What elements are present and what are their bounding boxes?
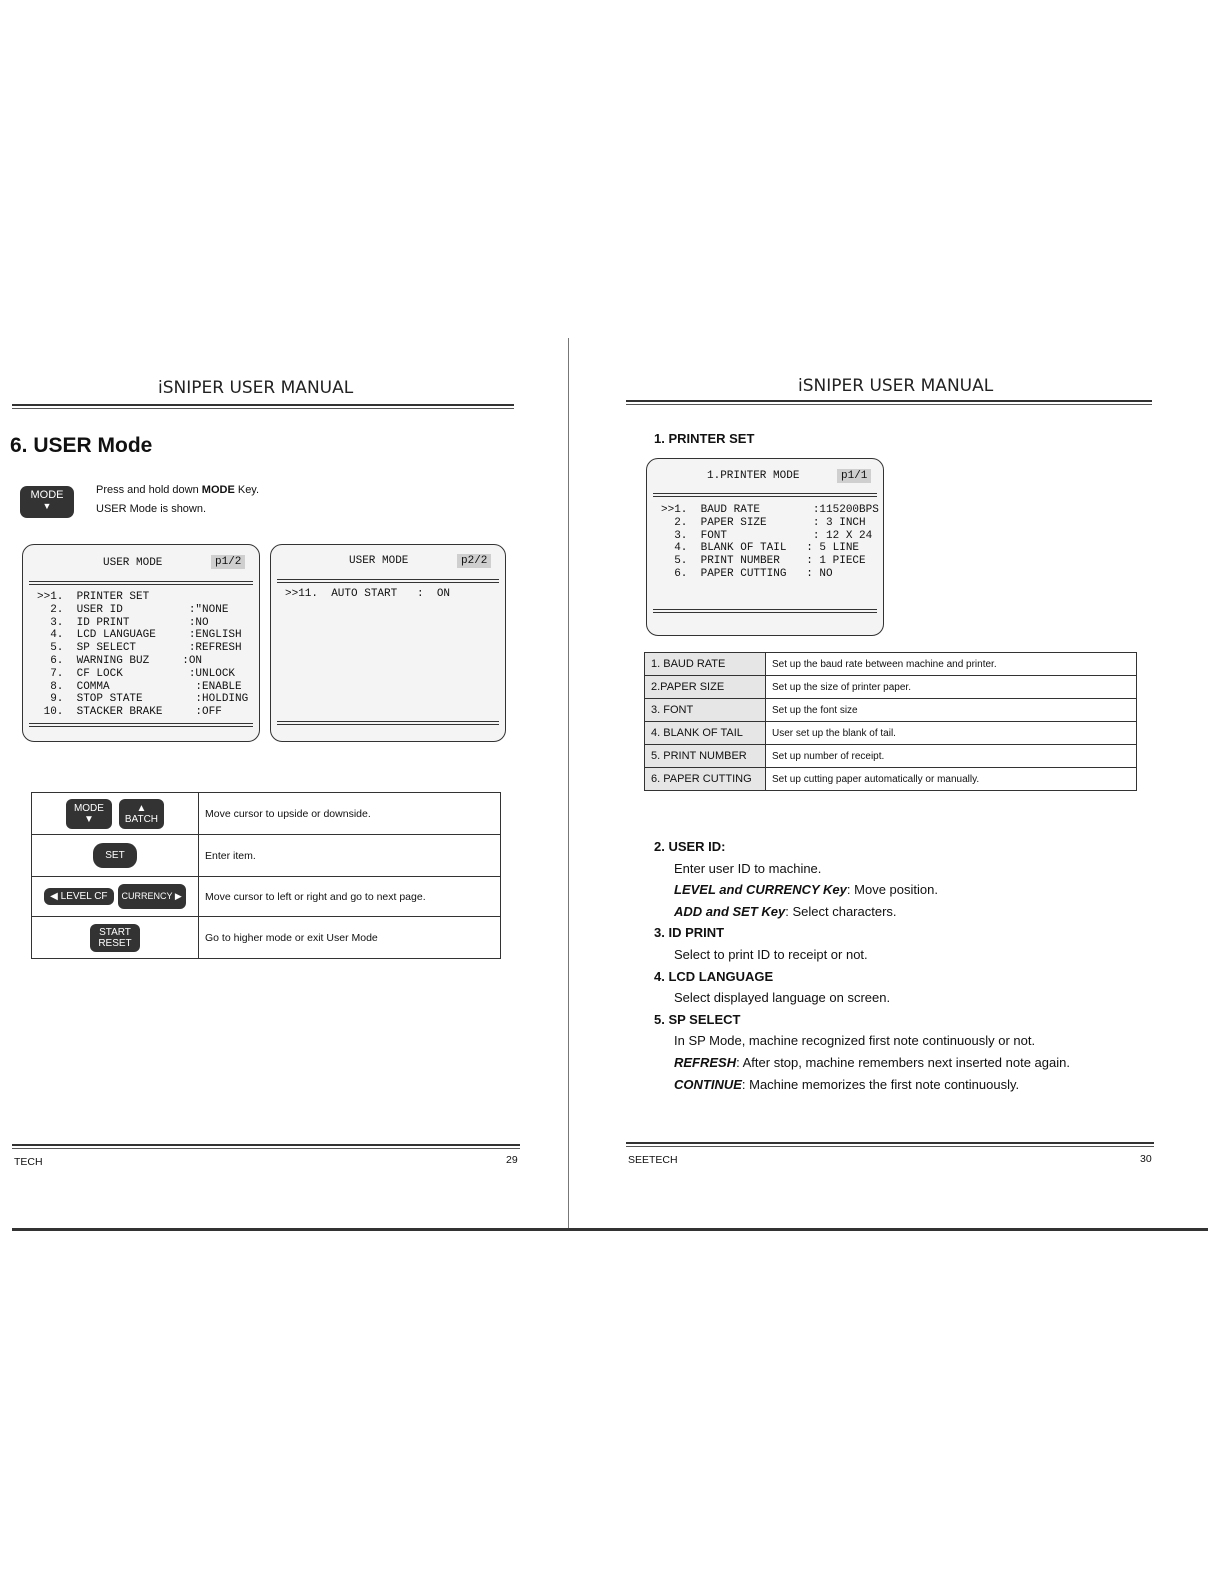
body-line-rest: : After stop, machine remembers next inserted note again.	[736, 1054, 1070, 1070]
right-header-rule	[626, 400, 1152, 402]
key-term: REFRESH	[674, 1054, 737, 1070]
body-line-rest: : Machine memorizes the first note continuously.	[741, 1076, 1020, 1092]
lcd-menu-item: 2. USER ID :"NONE	[37, 603, 229, 616]
section-heading: 3. ID PRINT	[654, 925, 725, 941]
lcd-menu-item: 10. STACKER BRAKE :OFF	[37, 706, 222, 719]
key-description: Go to higher mode or exit User Mode	[199, 917, 501, 959]
body-line: In SP Mode, machine recognized first note continuously or not.	[674, 1033, 1036, 1049]
setting-name: 6. PAPER CUTTING	[645, 768, 766, 791]
lcd-divider	[29, 726, 253, 727]
start-reset-key: START RESET	[90, 924, 140, 952]
mode-key-icon	[20, 486, 74, 518]
right-page-number: 30	[1140, 1153, 1152, 1165]
down-arrow-icon: ▼	[42, 501, 52, 511]
lcd-menu-item: 9. STOP STATE :HOLDING	[37, 693, 249, 706]
lcd-divider	[653, 609, 877, 610]
key-description: Move cursor to upside or downside.	[199, 793, 501, 835]
setting-name: 3. FONT	[645, 699, 766, 722]
lcd-screen-printer-mode	[646, 458, 884, 636]
section-heading: 4. LCD LANGUAGE	[654, 968, 774, 984]
lcd-menu-item: >>1. BAUD RATE :115200BPS	[661, 504, 879, 516]
lcd-divider	[29, 584, 253, 585]
table-row	[32, 835, 501, 877]
body-line-rest: : Move position.	[846, 882, 938, 898]
lcd-divider	[29, 723, 253, 724]
table-row	[32, 793, 501, 835]
lcd-screen-user-mode-p1	[22, 544, 260, 742]
key-term: ADD and SET Key	[674, 903, 786, 919]
mode-key-label: MODE	[73, 802, 104, 814]
table-row	[645, 745, 1137, 768]
body-line: Select displayed language on screen.	[674, 990, 891, 1006]
lcd-divider	[277, 721, 499, 722]
left-footer-rule-thin	[12, 1148, 520, 1149]
mode-key-label: MODE	[30, 489, 64, 501]
right-footer-rule	[626, 1142, 1154, 1144]
setting-description: Set up the size of printer paper.	[766, 676, 1137, 699]
setting-description: User set up the blank of tail.	[766, 722, 1137, 745]
lcd-page-indicator: p2/2	[457, 554, 491, 568]
setting-description: Set up the font size	[766, 699, 1137, 722]
currency-key-label: CURRENCY	[121, 891, 173, 901]
table-row	[645, 699, 1137, 722]
lcd-menu-item: 6. WARNING BUZ :ON	[37, 655, 203, 667]
lcd-menu-item: 2. PAPER SIZE : 3 INCH	[661, 516, 866, 529]
key-term: CONTINUE	[674, 1076, 742, 1092]
level-cf-key	[44, 888, 113, 905]
lcd-divider	[29, 581, 253, 582]
level-cf-key-label: LEVEL CF	[60, 891, 108, 902]
key-term: LEVEL and CURRENCY Key	[674, 882, 847, 898]
right-arrow-icon: ▶	[174, 891, 182, 901]
key-cell	[32, 835, 199, 877]
left-header-rule	[12, 404, 514, 406]
body-line	[654, 901, 1154, 923]
table-row	[645, 768, 1137, 791]
key-cell	[32, 877, 199, 917]
setting-description: Set up cutting paper automatically or manually.	[766, 768, 1137, 791]
table-row	[32, 917, 501, 959]
page-fold-line	[568, 338, 569, 1228]
left-footer-brand: TECH	[14, 1156, 43, 1168]
setting-description: Set up number of receipt.	[766, 745, 1137, 768]
table-row	[645, 676, 1137, 699]
intro-prefix: Press and hold down	[96, 484, 202, 496]
setting-name: 2.PAPER SIZE	[645, 676, 766, 699]
user-settings-description	[654, 836, 1154, 1095]
body-line	[654, 1074, 1154, 1096]
left-header-title: iSNIPER USER MANUAL	[158, 378, 354, 398]
lcd-menu-item: 7. CF LOCK :UNLOCK	[37, 667, 236, 680]
section-heading: 5. SP SELECT	[654, 1011, 741, 1027]
table-row	[645, 653, 1137, 676]
intro-suffix: Key.	[234, 484, 260, 496]
table-row	[645, 722, 1137, 745]
scan-bottom-edge	[12, 1228, 1208, 1231]
section-title: 6. USER Mode	[10, 434, 153, 457]
intro-line-2: USER Mode is shown.	[96, 503, 207, 515]
setting-name: 4. BLANK OF TAIL	[645, 722, 766, 745]
body-line: Enter user ID to machine.	[674, 860, 822, 876]
lcd-menu-item: 5. SP SELECT :REFRESH	[37, 642, 242, 655]
currency-key	[118, 884, 186, 909]
body-line	[654, 1052, 1154, 1074]
lcd-page-indicator: p1/1	[837, 469, 871, 483]
lcd-title: USER MODE	[103, 557, 163, 569]
down-arrow-icon: ▼	[84, 813, 94, 825]
key-description: Move cursor to left or right and go to next page.	[199, 877, 501, 917]
key-cell	[32, 793, 199, 835]
setting-description: Set up the baud rate between machine and printer.	[766, 653, 1137, 676]
lcd-divider	[653, 493, 877, 494]
left-arrow-icon: ◀	[50, 891, 58, 902]
batch-key-label: BATCH	[124, 813, 159, 825]
lcd-title: 1.PRINTER MODE	[707, 470, 800, 482]
printer-set-title: 1. PRINTER SET	[654, 431, 755, 446]
lcd-menu-item: >>11. AUTO START : ON	[285, 588, 451, 600]
right-header-title: iSNIPER USER MANUAL	[798, 376, 994, 396]
right-footer-brand: SEETECH	[628, 1154, 678, 1166]
lcd-divider	[277, 579, 499, 580]
intro-line-1	[96, 484, 259, 496]
lcd-divider	[277, 582, 499, 583]
lcd-menu-item: 5. PRINT NUMBER : 1 PIECE	[661, 555, 866, 568]
mode-key	[66, 799, 112, 829]
body-line-rest: : Select characters.	[785, 903, 897, 919]
body-line	[654, 879, 1154, 901]
lcd-divider	[653, 496, 877, 497]
lcd-menu-item: 4. LCD LANGUAGE :ENGLISH	[37, 629, 242, 642]
setting-name: 5. PRINT NUMBER	[645, 745, 766, 768]
lcd-divider	[277, 724, 499, 725]
intro-key: MODE	[201, 484, 235, 496]
lcd-page-indicator: p1/2	[211, 555, 245, 569]
lcd-menu-item: 6. PAPER CUTTING : NO	[661, 568, 833, 580]
body-line: Select to print ID to receipt or not.	[674, 946, 868, 962]
right-header-rule-thin	[626, 404, 1152, 405]
section-heading: 2. USER ID:	[654, 839, 726, 854]
lcd-menu-item: 4. BLANK OF TAIL : 5 LINE	[661, 542, 860, 555]
table-row	[32, 877, 501, 917]
lcd-divider	[653, 612, 877, 613]
up-arrow-icon: ▲	[136, 802, 147, 814]
lcd-menu-item: 8. COMMA :ENABLE	[37, 680, 242, 693]
lcd-menu-item: 3. ID PRINT :NO	[37, 616, 209, 629]
left-page-number: 29	[506, 1154, 518, 1166]
lcd-screen-user-mode-p2	[270, 544, 506, 742]
lcd-title: USER MODE	[349, 555, 409, 567]
batch-key	[119, 799, 164, 829]
printer-settings-table	[644, 652, 1137, 791]
lcd-menu-item: 3. FONT : 12 X 24	[661, 529, 873, 542]
key-description: Enter item.	[199, 835, 501, 877]
key-cell	[32, 917, 199, 959]
right-footer-rule-thin	[626, 1146, 1154, 1147]
key-function-table	[31, 792, 501, 959]
left-footer-rule	[12, 1144, 520, 1146]
lcd-menu-item: >>1. PRINTER SET	[37, 591, 150, 603]
setting-name: 1. BAUD RATE	[645, 653, 766, 676]
left-header-rule-thin	[12, 408, 514, 409]
set-key: SET	[93, 843, 136, 868]
